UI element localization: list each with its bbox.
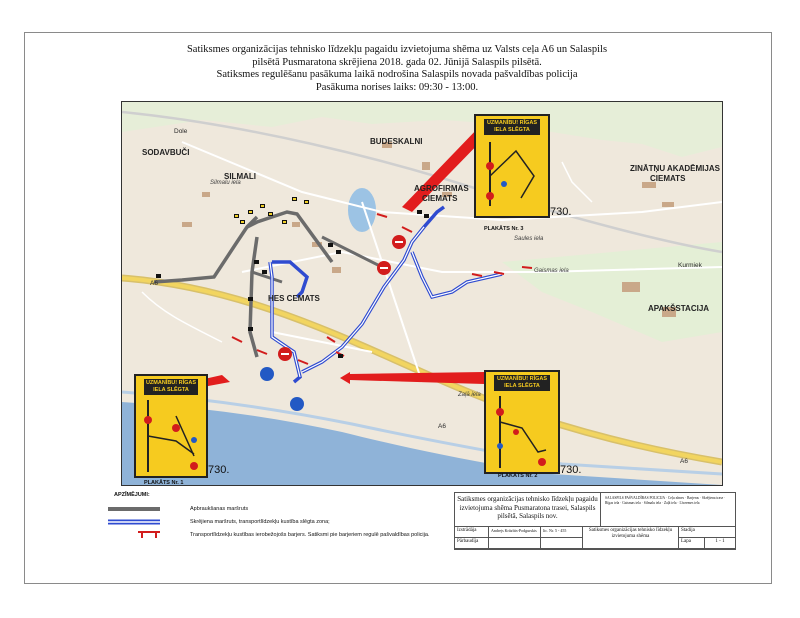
map-label-budeskalni: BUDESKALNI <box>370 137 423 146</box>
header-line-3: Satiksmes regulēšanu pasākuma laikā nodrošina Salaspils novada pašvaldības policija <box>216 69 578 81</box>
legend <box>98 492 458 552</box>
map-label-a6-right: A6 <box>680 458 688 465</box>
title-block-shema: Satiksmes organizācijas tehnisko līdzekļu izvietojuma shēma <box>583 527 679 549</box>
legend-item-detour: Apbraukšanas maršruts <box>190 506 249 512</box>
poster-2-diagram <box>486 392 558 472</box>
poster-1-number: 730. <box>208 464 230 476</box>
poster-1-head: UZMANĪBU! RĪGAS IELA SLĒGTA <box>145 380 197 393</box>
title-block-empty <box>541 538 583 549</box>
poster-1 <box>134 374 208 478</box>
poster-3-caption: PLAKĀTS Nr. 3 <box>484 226 524 232</box>
title-block-stadija-label: Stadija <box>679 527 735 538</box>
poster-2 <box>484 370 560 474</box>
map-label-zinatnu-2: CIEMATS <box>650 174 686 183</box>
title-block-lic: lic. Nr. 5 - 455 <box>541 527 583 538</box>
poster-3-number: 730. <box>550 206 572 218</box>
map-label-kurmiek: Kurmiek <box>678 262 702 269</box>
legend-item-barrier: Transportlīdzekļu kustības ierobežojošs barjers. Satiksmi pie barjeriem regulē pašvaldības policija. <box>190 532 430 538</box>
document-header <box>24 44 770 94</box>
title-block-parbaud-label: Pārbaudīja <box>455 538 489 549</box>
title-block-main: Satiksmes organizācijas tehnisko līdzekļu pagaidu izvietojuma shēma Pusmaratona trasei, Salaspils pilsētā, Salaspils nov. <box>455 493 601 527</box>
header-line-1: Satiksmes organizācijas tehnisko līdzekļu pagaidu izvietojuma shēma uz Valsts ceļa A6 un Salaspils <box>186 44 608 55</box>
title-block-parbaud-value <box>489 538 541 549</box>
map-label-agrofirmas: AGROFIRMAS <box>414 184 469 193</box>
map-label-silmalu-iela: Silmalu iela <box>210 180 241 186</box>
poster-2-head: UZMANĪBU! RĪGAS IELA SLĒGTA <box>494 375 550 391</box>
title-block <box>454 492 736 550</box>
poster-2-caption: PLAKĀTS Nr. 2 <box>498 473 538 479</box>
legend-symbols <box>98 492 188 552</box>
title-block-lapa-value: 1 - 1 <box>705 538 735 549</box>
legend-item-route: Skrējiena maršruts, transportlīdzekļu kustība slēgta zona; <box>190 519 330 525</box>
map-drawing <box>122 102 722 485</box>
title-block-izstr-label: Izstrādāja <box>455 527 489 538</box>
map-label-gaismas-iela: Gaismas iela <box>534 268 569 274</box>
title-block-lapa-label: Lapa <box>679 538 705 549</box>
title-block-org: SALASPILS PAŠVALDĪBAS POLICIJA · Ceļu zīmes · Barjeras · Skrējiena trase · Rīgas iela · Gaismas iela · Silmalu iela · Zaļā iela · Līvzemes iela <box>601 493 735 527</box>
poster-3 <box>474 114 550 218</box>
map-label-zinatnu-1: ZINĀTŅU AKADĒMIJAS <box>630 164 720 173</box>
map-panel <box>121 101 723 486</box>
poster-3-head: UZMANĪBU! RĪGAS IELA SLĒGTA <box>484 119 540 135</box>
map-label-silmali: SILMALI <box>224 172 256 181</box>
map-label-a6-mid: A6 <box>438 423 446 430</box>
header-line-2: pilsētā Pusmaratona skrējiena 2018. gada 02. Jūnijā Salaspils pilsētā. <box>252 56 542 68</box>
map-label-apakstacija: APAKŠSTACIJA <box>648 304 710 313</box>
legend-title: APZĪMĒJUMI: <box>114 492 150 498</box>
title-block-izstr-name: Andrejs Krūzītis-Podgurskis <box>489 527 541 538</box>
poster-2-number: 730. <box>560 464 582 476</box>
map-label-ciemats: CIEMATS <box>422 194 458 203</box>
map-label-a6-left: A6 <box>150 280 158 287</box>
map-label-dole: Dole <box>174 128 188 135</box>
map-label-sodavbuci: SODAVBUČI <box>142 148 190 157</box>
poster-1-diagram <box>136 396 206 476</box>
map-label-hes: HES CEMATS <box>268 294 320 303</box>
poster-1-caption: PLAKĀTS Nr. 1 <box>144 480 184 486</box>
poster-3-diagram <box>476 136 548 216</box>
header-line-4: Pasākuma norises laiks: 09:30 - 13:00. <box>315 81 479 93</box>
map-label-saules-iela: Saules iela <box>514 236 544 242</box>
map-label-zala-iela: Zaļā iela <box>458 392 481 398</box>
